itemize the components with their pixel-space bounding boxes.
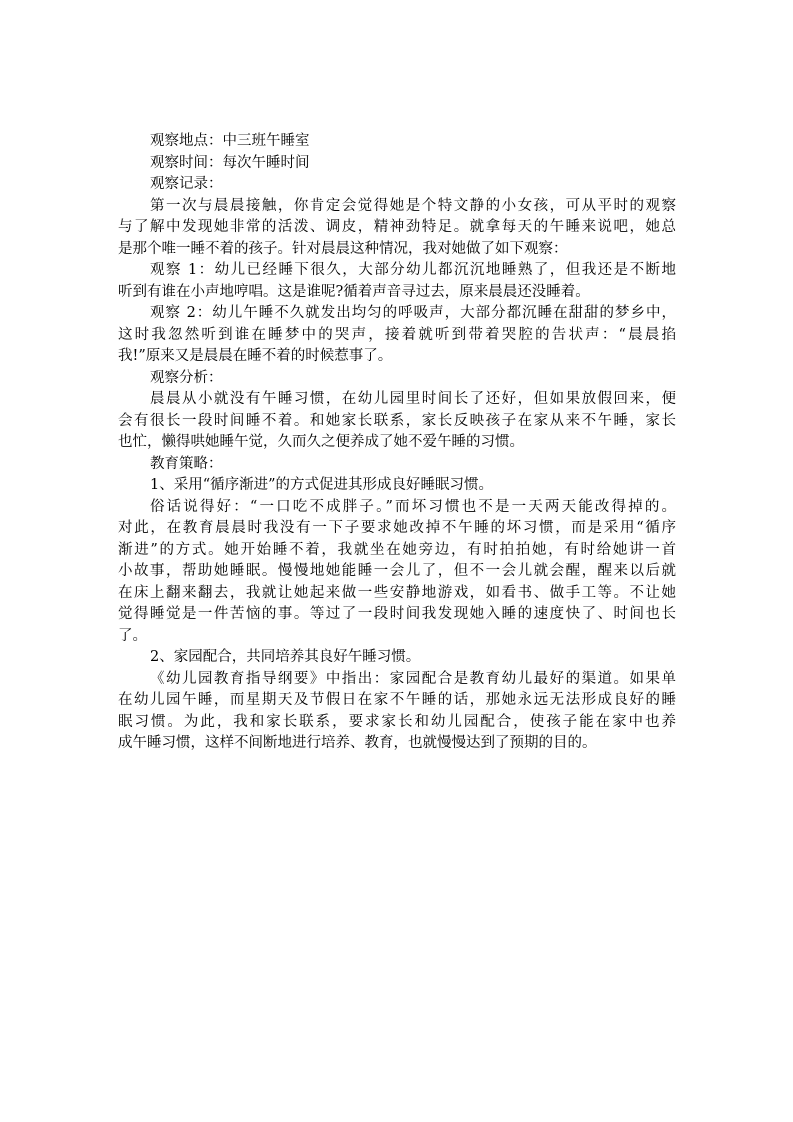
strategy-1-line: 小故事，帮助她睡眠。慢慢地她能睡一会儿了，但不一会儿就会醒，醒来以后就 bbox=[118, 563, 676, 579]
strategy-1-line: 渐进”的方式。她开始睡不着，我就坐在她旁边，有时拍拍她，有时给她讲一首 bbox=[118, 541, 676, 558]
strategy-2-line: 成午睡习惯，这样不间断地进行培养、教育，也就慢慢达到了预期的目的。 bbox=[118, 735, 597, 751]
analysis-line: 会有很长一段时间睡不着。和她家长联系，家长反映孩子在家从来不午睡，家长 bbox=[118, 412, 676, 429]
strategy-2-line: 《幼儿园教育指导纲要》中指出：家园配合是教育幼儿最好的渠道。如果单 bbox=[150, 670, 676, 687]
strategy-1-line: 俗话说得好：“一口吃不成胖子。”而坏习惯也不是一天两天能改得掉的。 bbox=[150, 498, 676, 515]
strategy-2-line: 眠习惯。为此，我和家长联系，要求家长和幼儿园配合，使孩子能在家中也养 bbox=[118, 713, 676, 730]
observation-1-line: 听到有谁在小声地哼唱。这是谁呢?循着声音寻过去，原来晨晨还没睡着。 bbox=[118, 283, 590, 300]
intro-line: 与了解中发现她非常的活泼、调皮，精神劲特足。就拿每天的午睡来说吧，她总 bbox=[118, 219, 676, 235]
strategy-1-title: 1、采用“循序渐进”的方式促进其形成良好睡眠习惯。 bbox=[150, 477, 494, 493]
intro-line: 第一次与晨晨接触，你肯定会觉得她是个特文静的小女孩，可从平时的观察 bbox=[150, 197, 676, 214]
strategy-1-line: 在床上翻来翻去，我就让她起来做一些安静地游戏，如看书、做手工等。不让她 bbox=[118, 584, 676, 601]
strategy-1-line: 觉得睡觉是一件苦恼的事。等过了一段时间我发现她入睡的速度快了、时间也长 bbox=[118, 606, 676, 622]
analysis-line: 晨晨从小就没有午睡习惯，在幼儿园里时间长了还好，但如果放假回来，便 bbox=[150, 391, 676, 407]
strategy-1-line: 对此，在教育晨晨时我没有一下子要求她改掉不午睡的坏习惯，而是采用“循序 bbox=[118, 520, 676, 536]
record-heading: 观察记录： bbox=[150, 176, 223, 192]
strategy-2-title: 2、家园配合，共同培养其良好午睡习惯。 bbox=[150, 649, 421, 665]
observation-2-line: 这时我忽然听到谁在睡梦中的哭声，接着就听到带着哭腔的告状声：“晨晨掐 bbox=[118, 326, 676, 343]
strategy-heading: 教育策略： bbox=[150, 455, 223, 472]
observation-time: 观察时间：每次午睡时间 bbox=[150, 154, 310, 171]
observation-1-line: 观察 1：幼儿已经睡下很久，大部分幼儿都沉沉地睡熟了，但我还是不断地 bbox=[150, 262, 676, 278]
analysis-line: 也忙，懒得哄她睡午觉，久而久之便养成了她不爱午睡的习惯。 bbox=[118, 434, 524, 450]
observation-location: 观察地点：中三班午睡室 bbox=[150, 133, 310, 149]
document-page bbox=[118, 131, 676, 755]
intro-line: 是那个唯一睡不着的孩子。针对晨晨这种情况，我对她做了如下观察： bbox=[118, 240, 568, 257]
strategy-2-line: 在幼儿园午睡，而星期天及节假日在家不午睡的话，那她永远无法形成良好的睡 bbox=[118, 692, 676, 708]
strategy-1-line: 了。 bbox=[118, 627, 147, 644]
observation-2-line: 观察 2：幼儿午睡不久就发出均匀的呼吸声，大部分都沉睡在甜甜的梦乡中， bbox=[150, 305, 676, 321]
analysis-heading: 观察分析： bbox=[150, 369, 223, 386]
observation-2-line: 我!”原来又是晨晨在睡不着的时候惹事了。 bbox=[118, 348, 393, 364]
